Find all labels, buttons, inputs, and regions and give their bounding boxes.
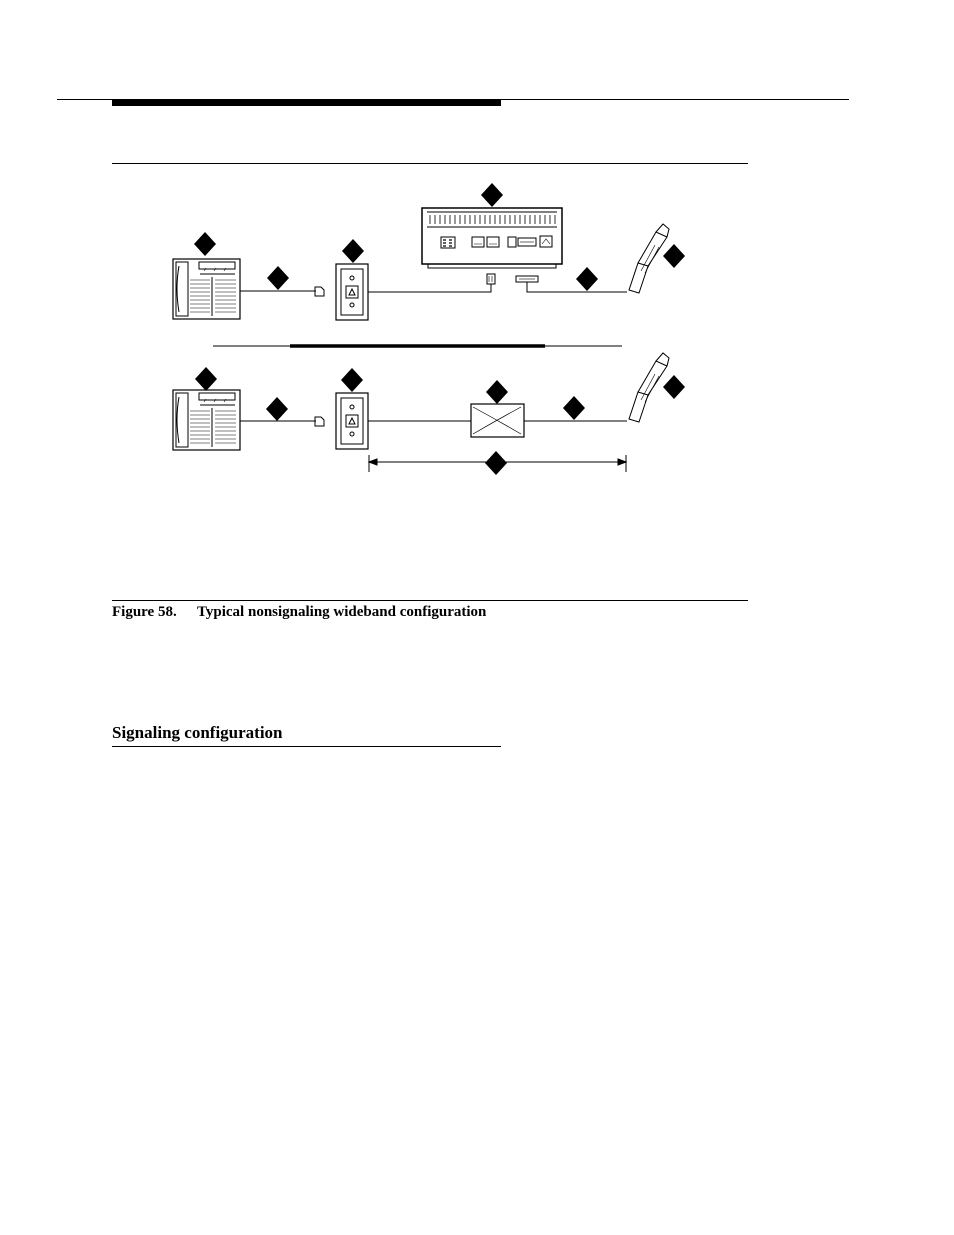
figure-number: Figure 58. [112,604,177,620]
wall-jack-icon [336,393,368,449]
callout-diamond [663,244,685,268]
callout-diamond [341,368,363,392]
callout-diamond [486,380,508,404]
wall-jack-icon [336,264,368,320]
callout-diamond [266,397,288,421]
telephone-set-icon [173,259,240,319]
figure-bottom-rule [112,600,748,601]
callout-diamond [481,183,503,207]
callout-diamond [576,267,598,291]
figure-caption [112,604,486,621]
section-heading-underline [112,746,501,747]
callout-diamond [342,239,364,263]
cable-connector-icon [629,353,669,422]
callout-diamond [195,367,217,391]
modular-plug-icon [315,287,324,296]
distribution-unit-icon [422,208,562,268]
cross-connect-icon [471,404,524,437]
callout-diamond [194,232,216,256]
wideband-configuration-diagram [0,0,954,600]
callout-diamond [485,451,507,475]
cable-connector-icon [629,224,669,293]
callout-diamond [267,266,289,290]
callout-diamond [663,375,685,399]
telephone-set-icon [173,390,240,450]
figure-title: Typical nonsignaling wideband configuration [197,604,487,620]
modular-plug-icon [315,417,324,426]
section-heading: Signaling configuration [112,723,283,742]
callout-diamond [563,396,585,420]
